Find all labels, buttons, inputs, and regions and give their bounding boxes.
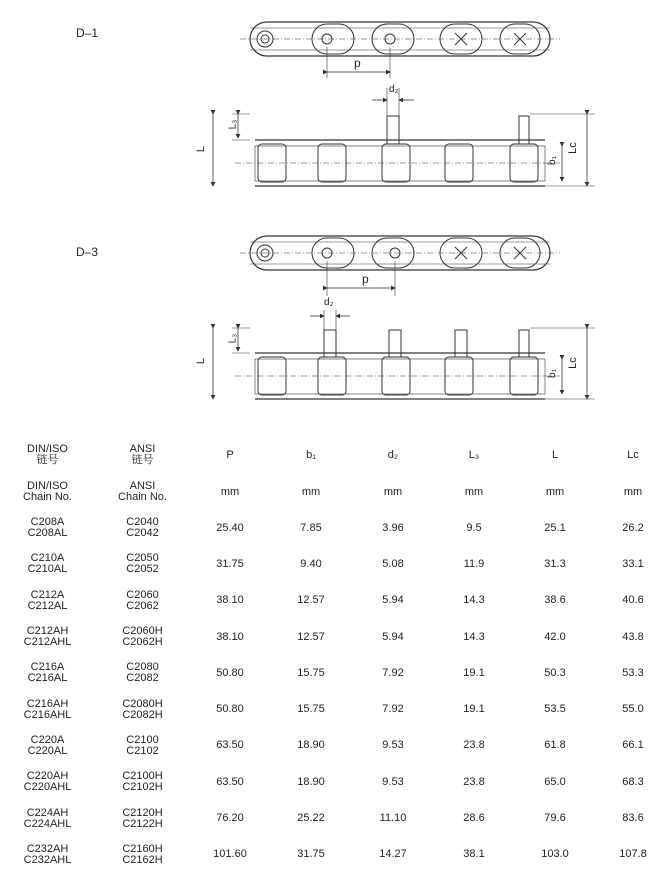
table-row <box>0 655 670 691</box>
ansi-chain-no: C2100 C2102 <box>126 733 159 757</box>
d1-dim-l: L <box>195 145 208 153</box>
cell-l: 61.8 <box>544 739 566 752</box>
cell-p: 38.10 <box>216 594 244 607</box>
din-chain-no: C210A C210AL <box>27 552 68 576</box>
d3-dim-l: L <box>195 357 208 365</box>
cell-p: 63.50 <box>216 739 244 752</box>
cell-d2: 7.92 <box>382 666 404 679</box>
cell-p: 25.40 <box>216 521 244 534</box>
table-row <box>0 546 670 582</box>
d1-label: D–1 <box>76 26 99 40</box>
cell-l3: 14.3 <box>463 594 485 607</box>
cell-l3: 23.8 <box>463 775 485 788</box>
cell-d2: 11.10 <box>379 812 407 825</box>
cell-b1: 18.90 <box>297 775 325 788</box>
din-chain-no: C216A C216AL <box>27 661 68 685</box>
col-l3: L₃ <box>468 449 480 461</box>
d1-dim-d2: d₂ <box>389 84 399 95</box>
cell-lc: 55.0 <box>622 703 644 716</box>
units-row <box>0 474 670 510</box>
units-ansi: ANSI Chain No. <box>118 480 167 503</box>
cell-p: 63.50 <box>216 775 244 788</box>
d1-dim-l3: L₃ <box>227 119 239 130</box>
col-p: P <box>226 449 234 461</box>
cell-lc: 68.3 <box>622 775 644 788</box>
unit-b1: mm <box>301 486 321 498</box>
table-row <box>0 837 670 873</box>
din-chain-no: C232AH C232AHL <box>23 842 72 866</box>
din-chain-no: C212A C212AL <box>27 588 68 612</box>
cell-d2: 3.96 <box>382 521 404 534</box>
d1-side-view <box>213 88 595 186</box>
cell-b1: 31.75 <box>297 848 325 861</box>
d3-top-view <box>240 236 560 296</box>
chain-diagrams <box>0 0 670 430</box>
cell-p: 101.60 <box>213 848 247 861</box>
ansi-chain-no: C2080 C2082 <box>126 661 159 685</box>
cell-l: 42.0 <box>544 630 566 643</box>
ansi-chain-no: C2040 C2042 <box>126 516 159 540</box>
din-chain-no: C224AH C224AHL <box>23 806 72 830</box>
cell-b1: 7.85 <box>300 521 322 534</box>
cell-l: 79.6 <box>544 812 566 825</box>
d3-side-view <box>213 310 595 399</box>
d1-dim-b1: b₁ <box>546 156 558 165</box>
cell-b1: 25.22 <box>297 812 325 825</box>
d3-dim-lc: Lc <box>566 357 579 369</box>
cell-l: 65.0 <box>544 775 566 788</box>
table-row <box>0 510 670 546</box>
cell-l: 103.0 <box>541 848 569 861</box>
ansi-chain-no: C2060H C2062H <box>122 625 163 649</box>
table-row <box>0 691 670 727</box>
cell-l: 38.6 <box>544 594 566 607</box>
cell-d2: 14.27 <box>379 848 407 861</box>
col-d2: d₂ <box>387 449 399 461</box>
cell-d2: 9.53 <box>382 739 404 752</box>
unit-lc: mm <box>623 486 643 498</box>
cell-b1: 9.40 <box>300 557 322 570</box>
col-din: DIN/ISO 链号 <box>27 443 68 466</box>
ansi-chain-no: C2050 C2052 <box>126 552 159 576</box>
unit-l3: mm <box>464 486 484 498</box>
d3-dim-b1: b₁ <box>546 369 558 378</box>
table-row <box>0 619 670 655</box>
cell-lc: 33.1 <box>622 557 644 570</box>
spec-table <box>0 436 670 873</box>
col-ansi: ANSI 链号 <box>129 443 156 466</box>
d3-dim-d2: d₂ <box>324 297 334 308</box>
cell-l3: 11.9 <box>463 557 485 570</box>
cell-lc: 43.8 <box>622 630 644 643</box>
cell-l3: 38.1 <box>463 848 485 861</box>
cell-lc: 66.1 <box>622 739 644 752</box>
cell-b1: 12.57 <box>297 594 325 607</box>
cell-l3: 23.8 <box>463 739 485 752</box>
unit-p: mm <box>220 486 240 498</box>
cell-l3: 28.6 <box>463 812 485 825</box>
col-l: L <box>551 449 559 461</box>
cell-l: 53.5 <box>544 703 566 716</box>
cell-p: 31.75 <box>216 557 244 570</box>
cell-p: 50.80 <box>216 666 244 679</box>
cell-d2: 7.92 <box>382 703 404 716</box>
table-row <box>0 800 670 836</box>
cell-l3: 19.1 <box>463 703 485 716</box>
d3-dim-l3: L₃ <box>227 333 239 344</box>
table-row <box>0 728 670 764</box>
cell-lc: 40.6 <box>622 594 644 607</box>
unit-d2: mm <box>383 486 403 498</box>
ansi-chain-no: C2120H C2122H <box>122 806 163 830</box>
ansi-chain-no: C2060 C2062 <box>126 588 159 612</box>
unit-l: mm <box>545 486 565 498</box>
cell-l3: 19.1 <box>463 666 485 679</box>
cell-d2: 5.94 <box>382 594 404 607</box>
cell-d2: 9.53 <box>382 775 404 788</box>
din-chain-no: C220A C220AL <box>27 733 68 757</box>
col-lc: Lc <box>627 449 639 461</box>
din-chain-no: C216AH C216AHL <box>23 697 72 721</box>
col-b1: b₁ <box>306 449 316 461</box>
ansi-chain-no: C2100H C2102H <box>122 770 163 794</box>
ansi-chain-no: C2080H C2082H <box>122 697 163 721</box>
cell-l: 25.1 <box>544 521 566 534</box>
din-chain-no: C212AH C212AHL <box>23 625 72 649</box>
cell-lc: 107.8 <box>619 848 647 861</box>
din-chain-no: C208A C208AL <box>27 516 68 540</box>
cell-l: 50.3 <box>544 666 566 679</box>
cell-b1: 12.57 <box>297 630 325 643</box>
cell-d2: 5.08 <box>382 557 404 570</box>
cell-l3: 14.3 <box>463 630 485 643</box>
cell-l3: 9.5 <box>466 521 482 534</box>
table-row <box>0 583 670 619</box>
cell-b1: 18.90 <box>297 739 325 752</box>
d3-dim-p: p <box>362 272 369 286</box>
cell-b1: 15.75 <box>297 666 325 679</box>
cell-p: 76.20 <box>216 812 244 825</box>
units-din: DIN/ISO Chain No. <box>23 480 72 503</box>
cell-b1: 15.75 <box>297 703 325 716</box>
cell-p: 50.80 <box>216 703 244 716</box>
d3-label: D–3 <box>76 245 99 259</box>
header-row <box>0 436 670 474</box>
din-chain-no: C220AH C220AHL <box>23 770 72 794</box>
ansi-chain-no: C2160H C2162H <box>122 842 163 866</box>
d1-top-view <box>240 22 560 78</box>
cell-lc: 53.3 <box>622 666 644 679</box>
table-row <box>0 764 670 800</box>
d1-dim-lc: Lc <box>566 142 579 154</box>
cell-lc: 83.6 <box>622 812 644 825</box>
cell-lc: 26.2 <box>622 521 644 534</box>
cell-d2: 5.94 <box>382 630 404 643</box>
cell-p: 38.10 <box>216 630 244 643</box>
cell-l: 31.3 <box>544 557 566 570</box>
d1-dim-p: p <box>354 56 361 70</box>
